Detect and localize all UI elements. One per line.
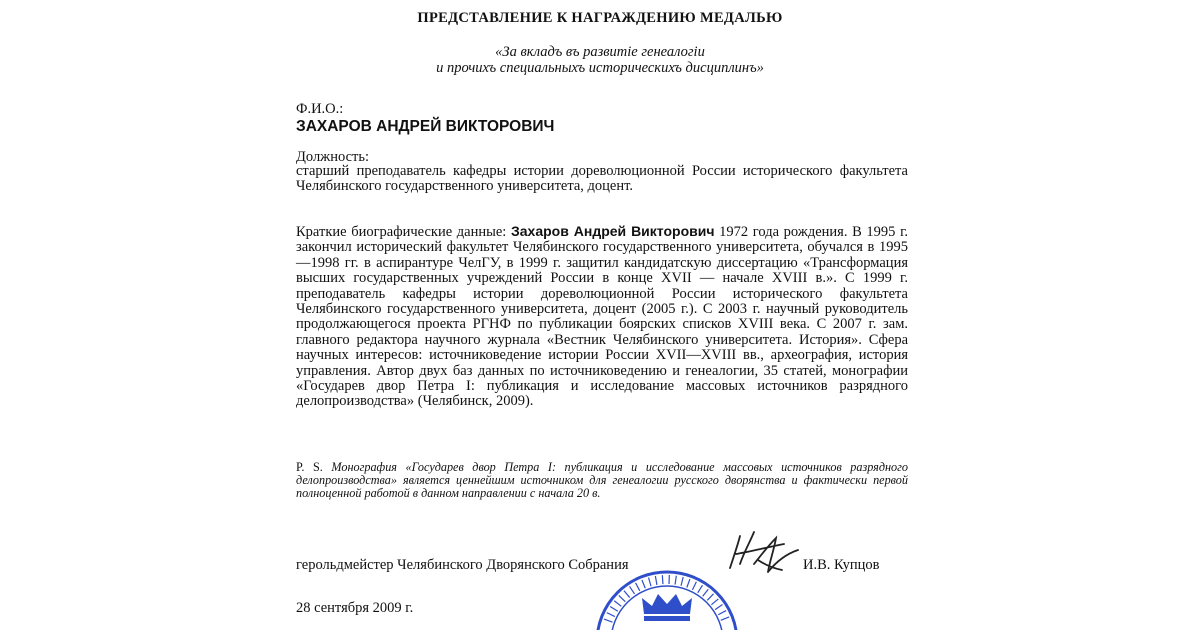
seal-tick — [698, 585, 703, 593]
seal-tick — [692, 582, 696, 590]
seal-tick — [604, 619, 612, 622]
seal-tick — [718, 611, 726, 615]
signer-name: И.В. Купцов — [803, 557, 880, 573]
herald-title: герольдмейстер Челябинского Дворянского Собрания — [296, 557, 629, 573]
postscript — [296, 461, 908, 501]
seal-tick — [662, 575, 663, 584]
seal-tick — [630, 586, 635, 593]
seal-tick — [687, 579, 690, 587]
seal-tick — [655, 576, 657, 585]
ps-lead: P. S. — [296, 460, 323, 474]
fio-name: ЗАХАРОВ АНДРЕЙ ВИКТОРОВИЧ — [296, 118, 555, 135]
bio-label: Краткие биографические данные: — [296, 224, 507, 240]
seal-tick — [703, 589, 709, 596]
position-label: Должность: — [296, 149, 369, 165]
seal-stamp — [592, 566, 742, 630]
seal-tick — [675, 576, 676, 585]
seal-tick — [721, 617, 729, 620]
document-title: ПРЕДСТАВЛЕНИЕ К НАГРАЖДЕНИЮ МЕДАЛЬЮ — [417, 10, 783, 26]
subtitle-line-2: и прочихъ специальныхъ историческихъ дисциплинъ» — [436, 60, 764, 76]
seal-ticks — [604, 575, 729, 622]
document-date: 28 сентября 2009 г. — [296, 600, 414, 616]
seal-tick — [681, 577, 683, 586]
subtitle-line-1: «За вкладъ въ развитіе генеалогіи — [495, 44, 705, 60]
bio-name: Захаров Андрей Викторович — [511, 223, 715, 239]
biography-paragraph — [296, 224, 908, 410]
ps-text: Монография «Государев двор Петра I: публикация и исследование массовых источников разрядного делопроизводства» является ценнейшим источником для генеалогии русского дворянства и фактически первой полноценной работой в данном направлении с начала 20 в. — [296, 460, 908, 501]
seal-tick — [649, 578, 651, 587]
seal-tick — [624, 591, 630, 598]
seal-tick — [614, 601, 621, 607]
seal-tick — [707, 594, 713, 600]
seal-tick — [610, 606, 618, 611]
seal-tick — [619, 595, 625, 601]
fio-label: Ф.И.О.: — [296, 101, 344, 117]
seal-tick — [715, 605, 722, 610]
crown-icon — [642, 594, 692, 621]
seal-tick — [636, 583, 640, 591]
seal-tick — [642, 580, 645, 588]
bio-text: 1972 года рождения. В 1995 г. закончил исторический факультет Челябинского государственного университета, обучался в 1995—1998 гг. в аспирантуре ЧелГУ, в 1999 г. защитил кандидатскую диссертацию «Трансформация высших государственных учреждений России в конце XVII — начале XVIII в.». С 1999 г. преподаватель кафедры истории дореволюционной России исторического факультета Челябинского государственного университета, доцент (2005 г.). С 2003 г. научный руководитель продолжающегося проекта РГНФ по публикации боярских списков XVIII века. С 2007 г. зам. главного редактора научного журнала «Вестник Челябинского университета. История». Сфера научных интересов: источниковедение истории России XVII—XVIII вв., археография, история управления. Автор двух баз данных по источниковедению и генеалогии, 35 статей, монографии «Государев двор Петра I: публикация и исследование массовых источников разрядного делопроизводства» (Челябинск, 2009). — [296, 224, 909, 410]
seal-tick — [607, 613, 615, 617]
seal-tick — [711, 599, 718, 605]
position-text: старший преподаватель кафедры истории дореволюционной России исторического факультета Челябинского государственного университета, доцент. — [296, 163, 908, 195]
